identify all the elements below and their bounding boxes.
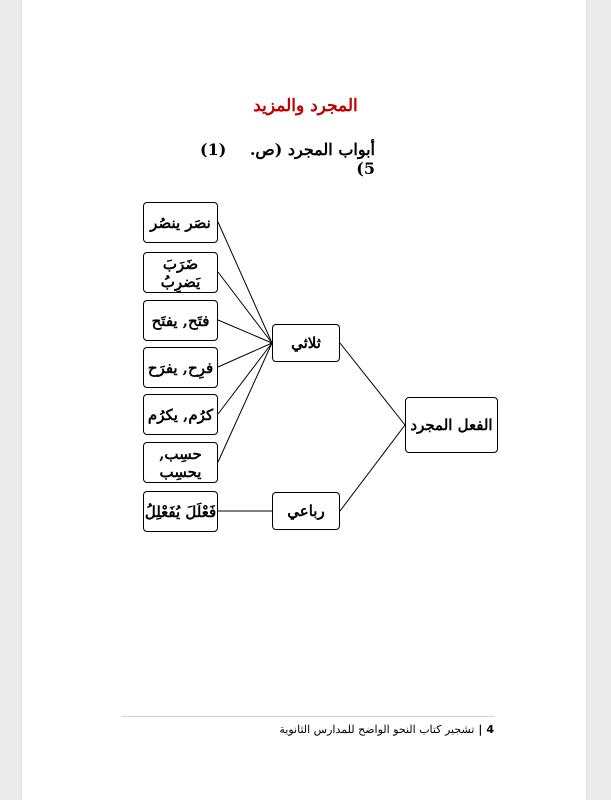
verb-box-daraba: ضَرَبَ يَضرِبُ (143, 252, 218, 293)
verb-box-fataha: فتَح, يفتَح (143, 300, 218, 341)
footer-text: تشجير كتاب النحو الواضح للمدارس الثانوية (279, 723, 475, 736)
verb-box-falala: فَعْلَلَ يُفَعْلِلُ (143, 491, 218, 532)
connector-thulathi-root (340, 343, 405, 425)
connector-verb-6 (218, 343, 272, 462)
root-box: الفعل المجرد (405, 397, 498, 453)
verb-box-hasiba: حسِب, يحسِب (143, 442, 218, 483)
connector-verb-4 (218, 343, 272, 367)
verb-box-nasara: نصَر ينصُر (143, 202, 218, 243)
footer-separator: | (478, 723, 483, 736)
branch-box-rubai: رباعي (272, 492, 340, 530)
page-number: 4 (486, 723, 494, 736)
page-footer (279, 723, 494, 736)
footer-divider (122, 716, 494, 717)
section-heading-text: أبواب المجرد (ص. 5) (249, 140, 375, 178)
section-number: (1) (200, 140, 227, 159)
verb-box-farriha: فرِح, يفرَح (143, 347, 218, 388)
page-title: المجرد والمزيد (253, 96, 358, 116)
connector-verb-3 (218, 320, 272, 343)
verb-box-karuma: كرُم, يكرُم (143, 394, 218, 435)
connector-rubai-root (340, 425, 405, 511)
branch-box-thulathi: ثلاثي (272, 324, 340, 362)
